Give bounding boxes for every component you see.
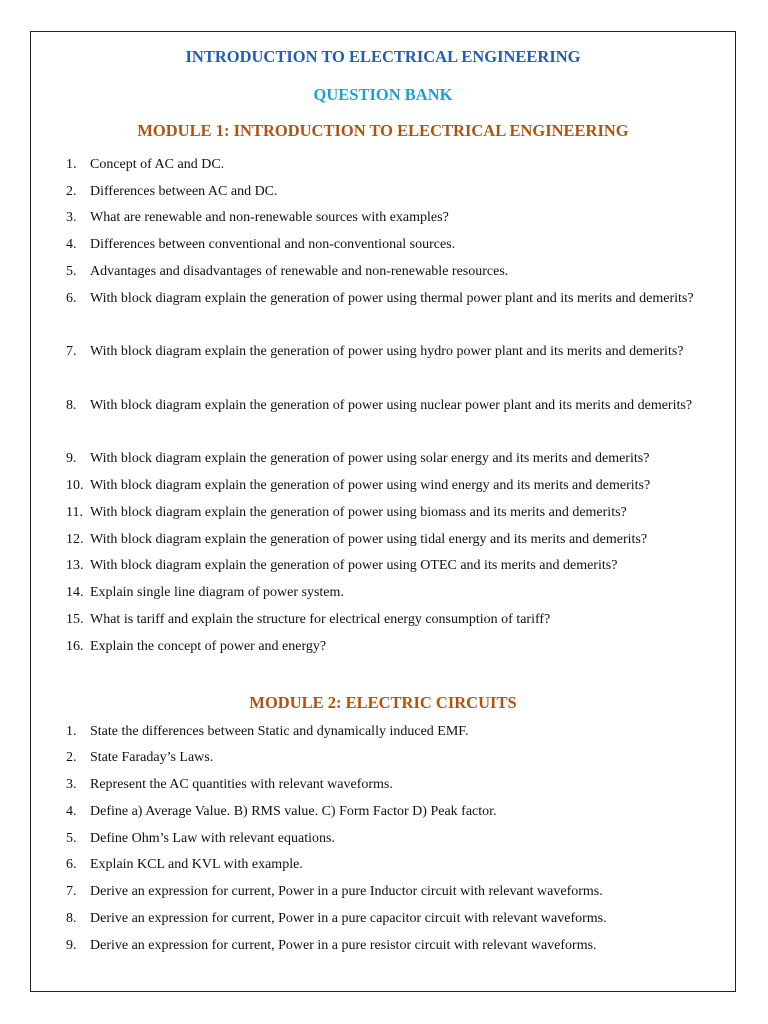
list-item: 3. What are renewable and non-renewable sources with examples? bbox=[66, 210, 449, 225]
list-item: 6. Explain KCL and KVL with example. bbox=[66, 857, 303, 872]
list-item: 8. With block diagram explain the generation of power using nuclear power plant and its merits and demerits? bbox=[66, 398, 693, 413]
list-item: 13. With block diagram explain the generation of power using OTEC and its merits and demerits? bbox=[66, 558, 618, 573]
list-item: 10. With block diagram explain the generation of power using wind energy and its merits and demerits? bbox=[66, 478, 651, 493]
list-item: 1. Concept of AC and DC. bbox=[66, 157, 225, 172]
list-item: 1. State the differences between Static and dynamically induced EMF. bbox=[66, 724, 469, 739]
document-subtitle: QUESTION BANK bbox=[313, 85, 453, 104]
module1-heading: MODULE 1: INTRODUCTION TO ELECTRICAL ENGINEERING bbox=[137, 121, 629, 140]
list-item: 7. With block diagram explain the generation of power using hydro power plant and its merits and demerits? bbox=[66, 344, 684, 359]
list-item: 2. Differences between AC and DC. bbox=[66, 184, 278, 199]
list-item: 3. Represent the AC quantities with relevant waveforms. bbox=[66, 777, 393, 792]
list-item: 12. With block diagram explain the generation of power using tidal energy and its merits and demerits? bbox=[66, 532, 648, 547]
list-item: 14. Explain single line diagram of power system. bbox=[66, 585, 344, 600]
list-item: 9. With block diagram explain the generation of power using solar energy and its merits and demerits? bbox=[66, 451, 650, 466]
list-item: 11. With block diagram explain the generation of power using biomass and its merits and demerits? bbox=[66, 505, 627, 520]
document-title: INTRODUCTION TO ELECTRICAL ENGINEERING bbox=[185, 47, 581, 66]
list-item: 5. Define Ohm’s Law with relevant equations. bbox=[66, 831, 335, 846]
list-item: 7. Derive an expression for current, Power in a pure Inductor circuit with relevant waveforms. bbox=[66, 884, 603, 899]
list-item: 9. Derive an expression for current, Power in a pure resistor circuit with relevant waveforms. bbox=[66, 938, 597, 953]
list-item: 5. Advantages and disadvantages of renewable and non-renewable resources. bbox=[66, 264, 509, 279]
list-item: 6. With block diagram explain the generation of power using thermal power plant and its merits and demerits? bbox=[66, 291, 694, 306]
list-item: 16. Explain the concept of power and energy? bbox=[66, 639, 327, 654]
list-item: 8. Derive an expression for current, Power in a pure capacitor circuit with relevant waveforms. bbox=[66, 911, 607, 926]
list-item: 15. What is tariff and explain the structure for electrical energy consumption of tariff? bbox=[66, 612, 551, 627]
list-item: 4. Define a) Average Value. B) RMS value. C) Form Factor D) Peak factor. bbox=[66, 804, 497, 819]
list-item: 2. State Faraday’s Laws. bbox=[66, 750, 214, 765]
list-item: 4. Differences between conventional and non-conventional sources. bbox=[66, 237, 456, 252]
module2-heading: MODULE 2: ELECTRIC CIRCUITS bbox=[249, 693, 517, 712]
